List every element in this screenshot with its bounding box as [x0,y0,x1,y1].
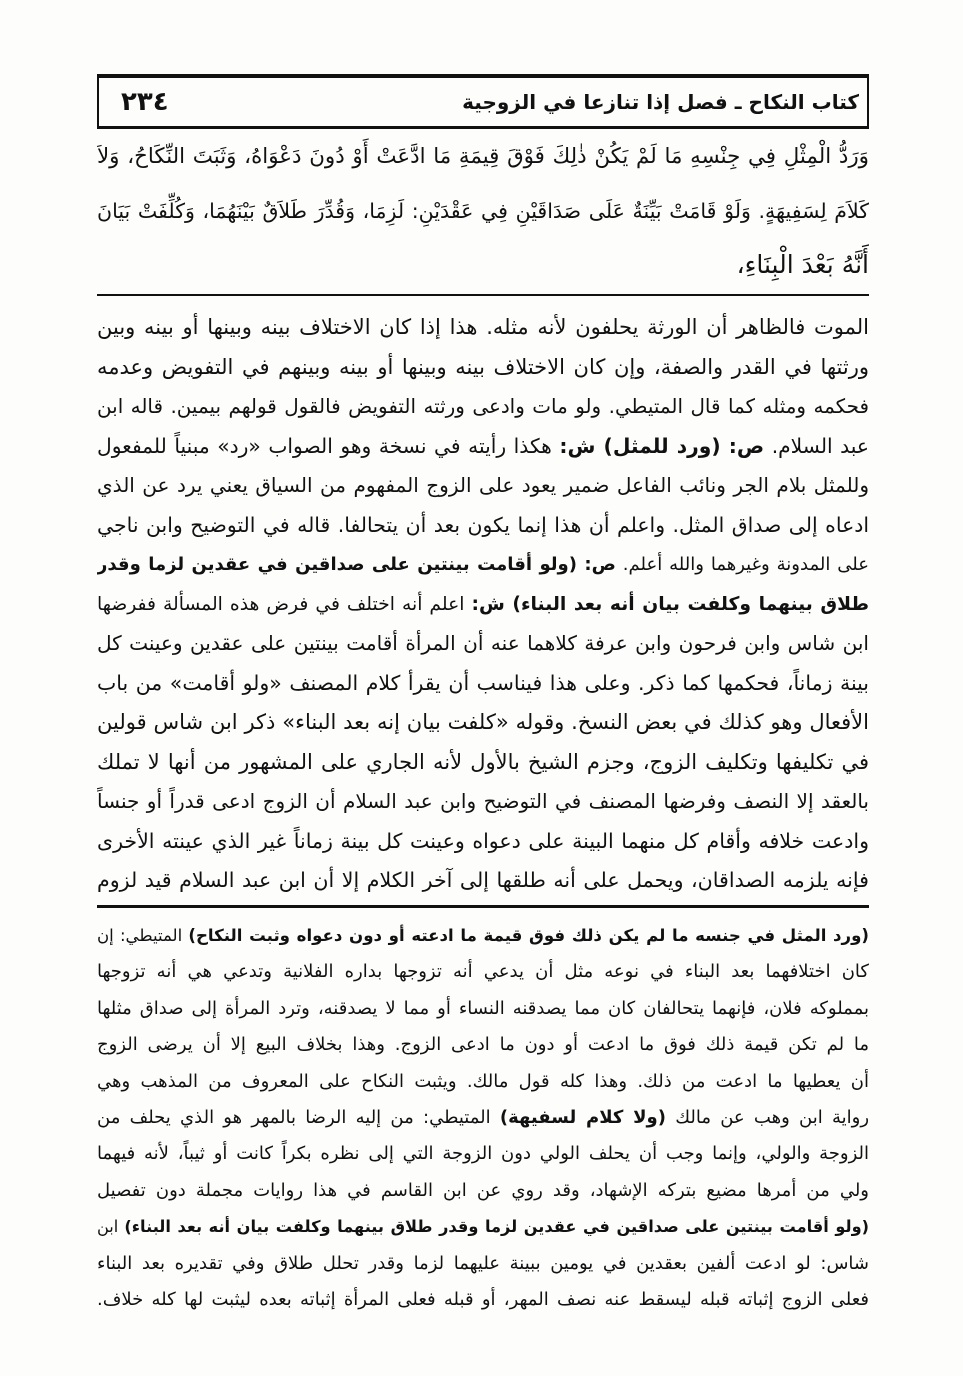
commentary-line-text [97,829,869,853]
text-segment: وادعت خلافه وأقام كل منهما البينة على دعواه وعينت كل بينة زماناً غير الذي عينته الأخرى [97,828,869,853]
text-segment: كان اختلافهما بعد البناء في نوعه مثل أن يدعي أنه تزوجها بداره الفلانية وتدعي هي أنه تزوجها [97,961,869,983]
text-segment: ادعاه إلى صداق المثل. واعلم أن هذا إنما يكون بعد أن يتحالفا. قاله في التوضيح وابن ناجي [97,512,869,537]
text-segment: كَلاَمَ لِسَفِيهَةٍ. وَلَوْ قَامَتْ بَيِّنَةٌ عَلَى صَدَاقَيْنِ فِي عَقْدَيْنِ: لَزِمَا، وَقُدِّرَ طَلاَقٌ بَيْنَهُمَا، وَكُلِّفَتْ بَيَانَ [97,199,869,223]
text-segment: وللمثل بلام الجر ونائب الفاعل ضمير يعود على الزوج المفهوم من السياق يعني يرد عن الذي [97,473,869,497]
commentary-line-text [97,395,869,418]
footnote-line [97,918,869,954]
footnote-line [97,1246,869,1282]
commentary-line [97,664,869,704]
commentary-line-text [97,789,869,813]
commentary-line [97,624,869,664]
commentary-line [97,743,869,783]
text-segment: أن يعطيها ما ادعت من ذلك. وهذا كله قول مالك. ويثبت النكاح على المعروف من المذهب وهي [97,1070,869,1092]
text-segment: بالعقد إلا النصف وفرضها المصنف في التوضيح وابن عبد السلام أن الزوج ادعى قدراً أو جنساً [97,789,869,813]
commentary-line [97,782,869,822]
text-segment: ابن [97,1217,125,1237]
matn-line-text [97,199,869,223]
footnote-line-text [97,1253,869,1274]
text-segment: فإنه يلزمه الصداقان، ويحمل على أنه طلقها إلى آخر الكلام إلا أن ابن عبد السلام قيد لزوم [97,868,869,892]
footnote-line [97,1136,869,1172]
footnote-line-text [97,998,869,1019]
footnote-block [97,918,869,1318]
text-segment: على المدونة وغيرهما والله أعلم. [615,554,869,575]
commentary-line-text [97,631,869,655]
matn-line [97,130,869,184]
commentary-line [97,545,869,585]
text-segment: ما لم تكن قيمة ذلك فوق ما ادعت أو دون ما ادعى الزوج. وهذا بخلاف البيع إلا أن يرضى الزوج [97,1034,869,1056]
footnote-line-text [97,1071,869,1092]
footnote-line [97,954,869,990]
text-segment: فحكمه ومثله كما قال المتيطي. ولو مات وادعى ورثته التفويض فالقول قولهم بيمين. قاله ابن [97,395,869,418]
footnote-line-text [97,1107,869,1128]
footnote-line [97,991,869,1027]
text-segment: شاس: لو ادعت ألفين بعقدين في يومين ببينة عليهما لزما وقدر تحلل طلاق وفي تقديره بعد البناء [97,1252,869,1274]
text-segment: ولي من أمرها مضيع بتركه الإشهاد، وقد روي عن ابن القاسم في هذا روايات مجملة دون تفصيل [97,1179,869,1201]
text-segment: المتيطي: من إليه الرضا بالمهر هو الذي يحلف من [97,1106,500,1128]
footnote-line-text [97,961,869,982]
commentary-line-text [97,750,869,774]
commentary-line-text [97,434,869,458]
matn-line-text [97,144,869,169]
text-segment: الأفعال وهو كذلك في بعض النسخ. وقوله «كلفت بيان إنه بعد البناء» ذكر ابن شاس قولين [97,710,869,734]
text-segment: رواية ابن وهب عن مالك [665,1106,869,1128]
text-segment: اعلم أنه اختلف في فرض هذه المسألة ففرضها [97,593,472,615]
running-title: كتاب النكاح ـ فصل إذا تنازعا في الزوجية [462,90,859,114]
commentary-line [97,427,869,467]
text-segment: في تكليفها وتكليف الزوج، وجزم الشيخ بالأول لأنه الجاري على المشهور من أنها لا تملك [97,749,869,774]
footnote-line [97,1027,869,1063]
commentary-line-text [97,710,869,734]
commentary-line [97,703,869,743]
commentary-line-text [97,671,869,695]
bold-quoted-text: ص: (ورد للمثل) ش: [559,433,765,458]
commentary-line [97,466,869,506]
commentary-line [97,585,869,625]
commentary-line-text [97,355,869,379]
footnote-line [97,1209,869,1245]
commentary-line [97,861,869,901]
text-segment: فعلى الزوج إثباته قبله ليسقط عنه نصف المهر، أو قبله فعلى المرأة إثباته بعده ليثبت لها كله خلاف. [97,1288,869,1310]
commentary-line-text [97,594,869,615]
bold-quoted-text: (ولو أقامت بينتين على صداقين في عقدين لزما وقدر طلاق بينهما وكلفت بيان أنه بعد البناء) [124,1217,869,1237]
text-segment: وَرَدُّ الْمِثْلِ فِي جِنْسِهِ مَا لَمْ يَكُنْ ذٰلِكَ فَوْقَ قِيمَةِ مَا ادَّعَتْ أَوْ دُونَ دَعْوَاهُ، وَثَبَتَ النِّكَاحُ، وَلاَ [97,144,869,169]
matn-text-block [97,130,869,292]
footnote-line-text [97,1034,869,1055]
text-segment: المتيطي: إن [97,926,189,945]
running-header [97,74,869,129]
commentary-line-text [97,868,869,892]
bold-quoted-text: طلاق بينهما وكلفت بيان أنه بعد البناء) ش: [471,593,869,615]
bold-quoted-text: (ورد المثل في جنسه ما لم يكن ذلك فوق قيمة ما ادعته أو دون دعواه وثبت النكاح) [188,926,869,945]
bold-quoted-text: (ولا كلام لسفيهة) [499,1106,666,1128]
text-segment: بينة زماناً، فحكمها كما ذكر. وعلى هذا فيناسب أن يقرأ كلام المصنف «ولو أقامت» من باب [97,670,869,695]
page-number: ٢٣٤ [121,87,169,117]
footnote-line-text [97,1180,869,1201]
footnote-line [97,1064,869,1100]
footnote-line-text [97,1143,869,1164]
commentary-line-text [97,473,869,497]
footnote-line-text [97,1217,869,1236]
text-segment: بمملوكه فلان، فإنهما يتحالفان كان مما يصدقنه النساء أو مما لا يصدقنه، وترد المرأة إلى صداق مثلها [97,997,869,1019]
commentary-block [97,308,869,901]
footnote-line [97,1282,869,1318]
commentary-line-text [97,513,869,537]
footnote-line [97,1100,869,1136]
text-segment: أَنَّهُ بَعْدَ الْبِنَاءِ، [736,250,869,279]
divider-rule [97,294,869,296]
text-segment: عبد السلام. [764,433,869,458]
matn-line [97,238,869,292]
bold-quoted-text: ص: (ولو أقامت بينتين على صداقين في عقدين لزما وقدر [97,554,616,575]
text-segment: الموت فالظاهر أن الورثة يحلفون لأنه مثله. هذا إذا كان الاختلاف بينه وبينها أو بينه وبين [97,315,869,339]
matn-line [97,184,869,238]
divider-rule [97,905,869,908]
commentary-line-text [97,315,869,339]
text-segment: هكذا رأيته في نسخة وهو الصواب «رد» مبنياً للمفعول [97,433,560,458]
commentary-line [97,387,869,427]
text-segment: ورثتها في القدر والصفة، وإن كان الاختلاف بينه وبينها أو بينه وبينهم في التفويض وعدمه [97,354,869,379]
commentary-line [97,822,869,862]
footnote-line-text [97,1289,869,1310]
matn-line-text [737,250,869,279]
commentary-line [97,308,869,348]
commentary-line [97,348,869,388]
footnote-line-text [97,926,869,945]
text-segment: الزوجة والولي، وإنما وجب أن يحلف الولي دون الزوجة التي إلى نظره بكراً كانت أو ثيباً، لأنه فيهما [97,1143,869,1165]
text-segment: ابن شاس وابن فرحون وابن عرفة كلاهما عنه أن المرأة أقامت بينتين على عقدين وعينت كل [97,631,869,655]
commentary-line-text [97,554,869,575]
commentary-line [97,506,869,546]
footnote-line [97,1173,869,1209]
